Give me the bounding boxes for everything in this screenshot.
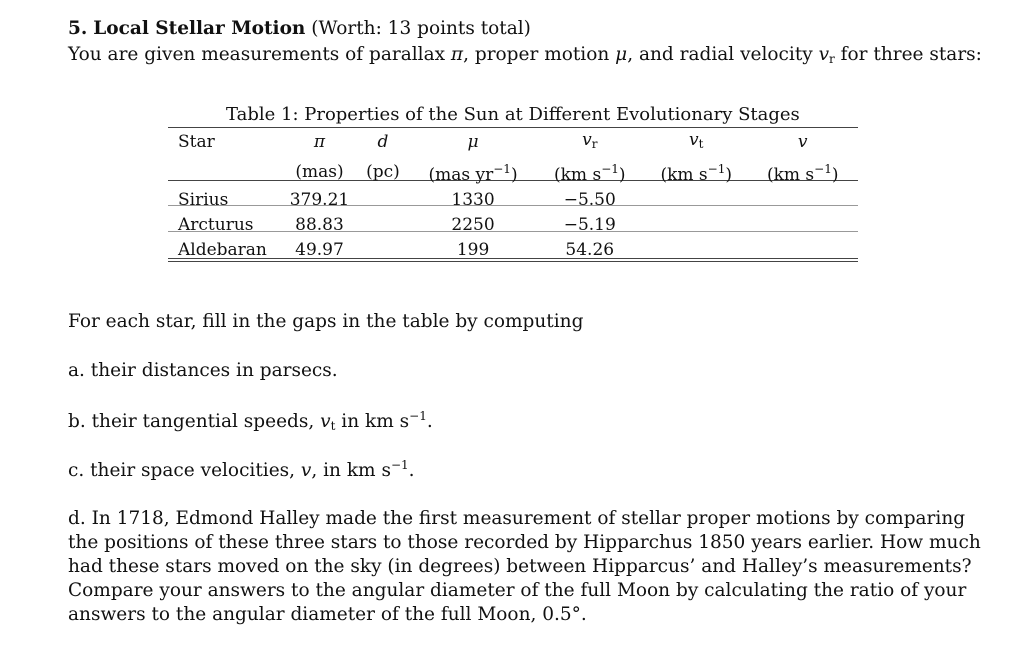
instructions-lead: For each star, fill in the gaps in the table by computing bbox=[68, 311, 584, 332]
header-radial-velocity: $v_r$ bbox=[582, 130, 598, 151]
intro-text-1: You are given measurements of parallax bbox=[68, 44, 451, 65]
proper-motion-value: 199 bbox=[456, 240, 490, 260]
proper-motion-value: 2250 bbox=[451, 215, 495, 235]
header-space-velocity: v bbox=[797, 132, 808, 152]
radial-velocity-subscript: r bbox=[829, 52, 835, 66]
radial-velocity-value: −5.50 bbox=[563, 190, 616, 210]
radial-velocity-value: 54.26 bbox=[565, 240, 615, 260]
stellar-properties-table bbox=[170, 128, 856, 263]
part-d-line: answers to the angular diameter of the full Moon, 0.5°. bbox=[68, 604, 587, 625]
unit-tangential-velocity: (km $s^{-1}$) bbox=[660, 162, 732, 185]
intro-text-2: , proper motion bbox=[463, 44, 616, 65]
radial-velocity-symbol: v bbox=[818, 44, 830, 65]
distance-cell bbox=[356, 188, 409, 213]
header-proper-motion: μ bbox=[467, 132, 479, 152]
parallax-symbol: π bbox=[450, 44, 464, 65]
intro-text-4: for three stars: bbox=[834, 44, 982, 65]
part-d-line: the positions of these three stars to those recorded by Hipparchus 1850 years earlier. How much bbox=[68, 532, 981, 553]
problem-worth: (Worth: 13 points total) bbox=[311, 18, 531, 39]
parallax-value: 379.21 bbox=[289, 190, 350, 210]
table-row bbox=[170, 213, 856, 238]
tangential-velocity-cell bbox=[643, 188, 749, 213]
table-units-row bbox=[170, 157, 856, 188]
parallax-value: 88.83 bbox=[295, 215, 344, 235]
table-header-row bbox=[170, 128, 856, 157]
star-name: Aldebaran bbox=[178, 240, 267, 260]
star-name: Arcturus bbox=[178, 215, 254, 235]
tangential-velocity-cell bbox=[643, 238, 749, 263]
proper-motion-symbol: μ bbox=[615, 44, 628, 65]
table-row bbox=[170, 238, 856, 263]
parallax-value: 49.97 bbox=[295, 240, 344, 260]
table-caption: Table 1: Properties of the Sun at Different Evolutionary Stages bbox=[226, 104, 800, 125]
header-tangential-velocity: $v_t$ bbox=[689, 130, 704, 151]
problem-heading bbox=[68, 18, 531, 39]
header-parallax: π bbox=[313, 132, 326, 152]
space-velocity-cell bbox=[749, 213, 856, 238]
problem-title: Local Stellar Motion bbox=[93, 18, 306, 39]
part-d-line: d. In 1718, Edmond Halley made the first measurement of stellar proper motions by comparing bbox=[68, 508, 966, 529]
unit-space-velocity: (km $s^{-1}$) bbox=[766, 162, 839, 185]
table-row bbox=[170, 188, 856, 213]
proper-motion-value: 1330 bbox=[451, 190, 495, 210]
space-velocity-cell bbox=[749, 188, 856, 213]
part-c: c. their space velocities, v, in km $s^{-1}$. bbox=[68, 458, 415, 481]
tangential-velocity-cell bbox=[643, 213, 749, 238]
part-d-line: had these stars moved on the sky (in degrees) between Hipparcus’ and Halley’s measurements? bbox=[68, 556, 972, 577]
problem-intro bbox=[68, 44, 982, 66]
units-blank bbox=[170, 157, 283, 188]
distance-cell bbox=[356, 238, 409, 263]
part-b: b. their tangential speeds, $v_t$ in km $s^{-1}$. bbox=[68, 409, 433, 433]
header-star: Star bbox=[178, 132, 215, 152]
unit-distance: (pc) bbox=[366, 162, 400, 182]
intro-text-3: , and radial velocity bbox=[627, 44, 819, 65]
part-a: a. their distances in parsecs. bbox=[68, 360, 338, 381]
unit-parallax: (mas) bbox=[295, 162, 344, 182]
problem-number: 5. bbox=[68, 18, 88, 39]
radial-velocity-value: −5.19 bbox=[563, 215, 616, 235]
part-d-line: Compare your answers to the angular diameter of the full Moon by calculating the ratio of your bbox=[68, 580, 967, 601]
unit-radial-velocity: (km $s^{-1}$) bbox=[554, 162, 626, 185]
star-name: Sirius bbox=[178, 190, 229, 210]
distance-cell bbox=[356, 213, 409, 238]
space-velocity-cell bbox=[749, 238, 856, 263]
header-distance: d bbox=[377, 132, 389, 152]
unit-proper-motion: (mas $yr^{-1}$) bbox=[428, 162, 518, 185]
